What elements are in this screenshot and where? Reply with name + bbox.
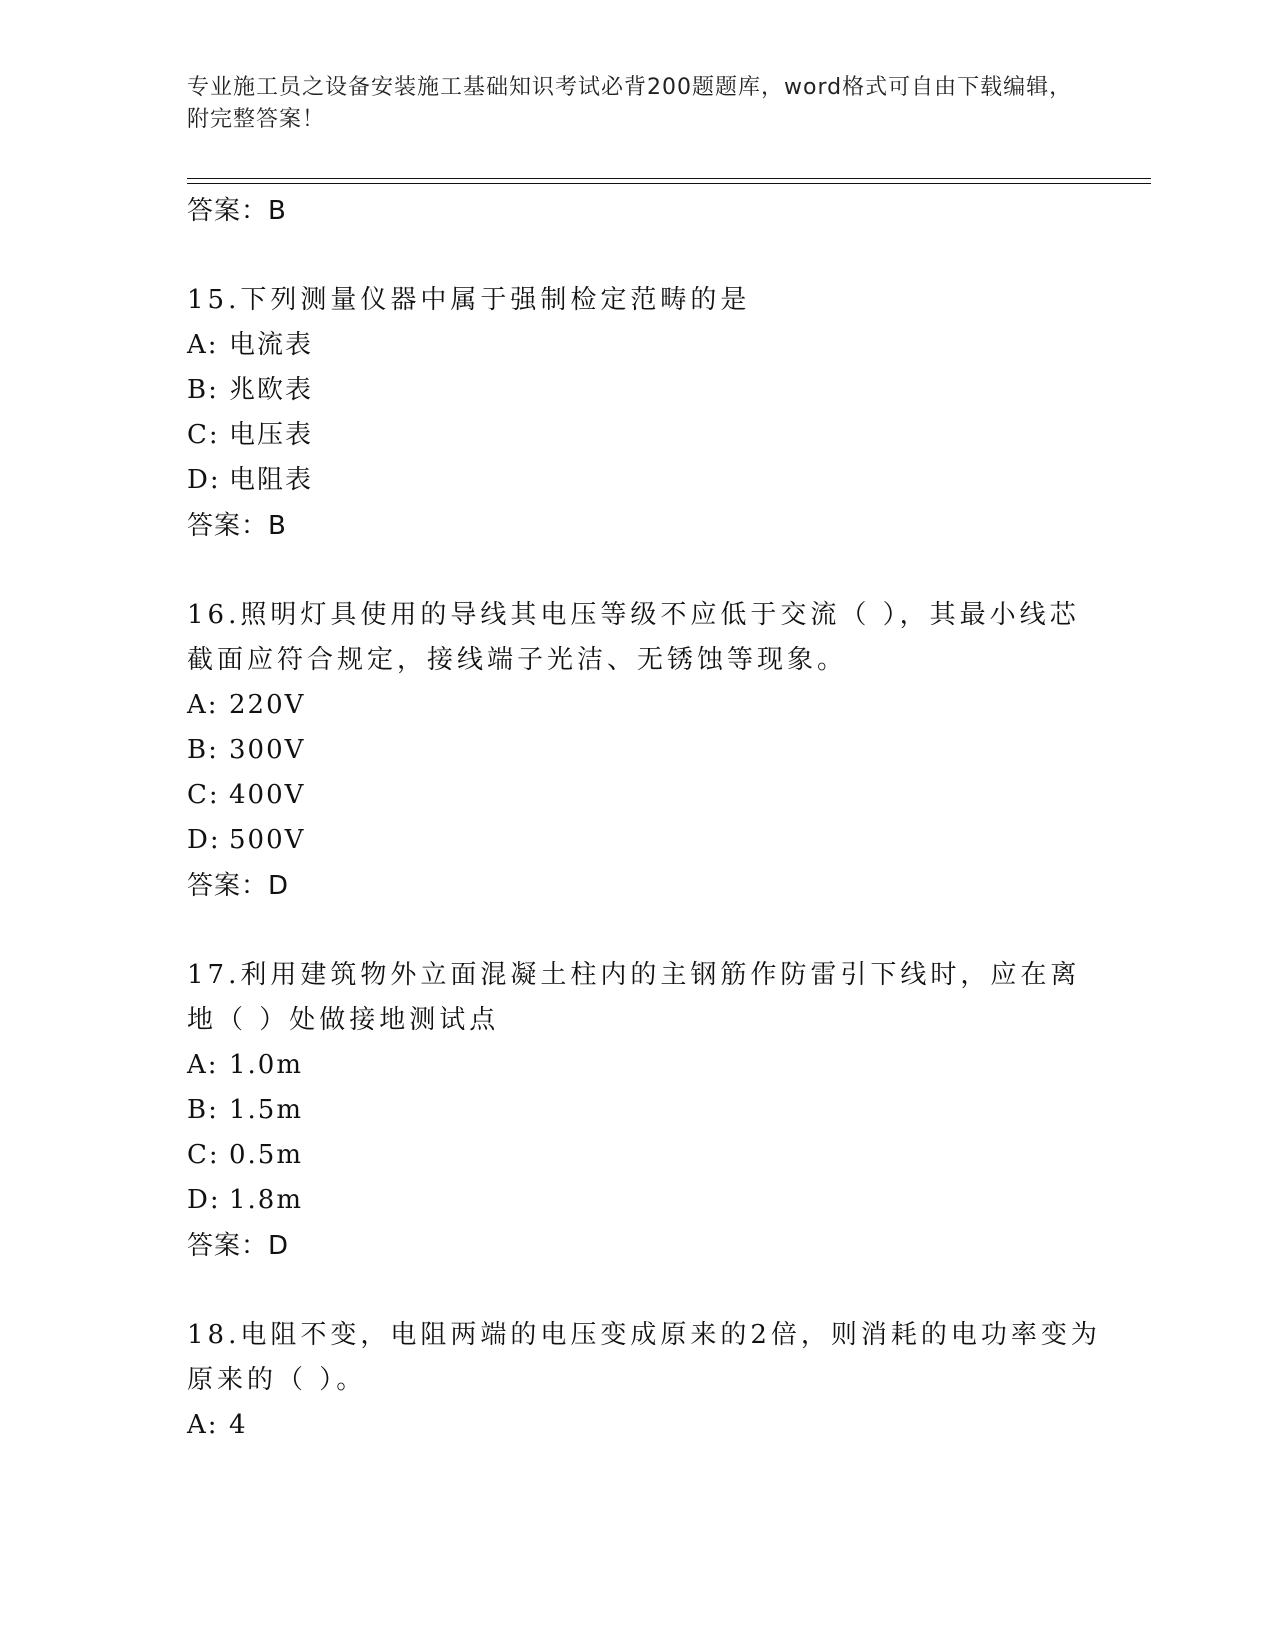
- answer-line: 答案：D: [187, 871, 290, 901]
- option-value: 220V: [229, 690, 306, 720]
- question-text: 15.下列测量仪器中属于强制检定范畴的是: [187, 285, 751, 315]
- option-value: 电阻表: [229, 465, 314, 495]
- option-value: 500V: [229, 825, 306, 855]
- option-key: A:: [187, 330, 219, 360]
- option-key: B:: [187, 375, 219, 405]
- option-key: C:: [187, 1140, 220, 1170]
- option-c: [187, 1133, 1107, 1178]
- option-a: [187, 1403, 1107, 1448]
- option-value: 1.0m: [229, 1050, 304, 1080]
- option-value: 0.5m: [229, 1140, 304, 1170]
- answer-line: 答案：D: [187, 1231, 290, 1261]
- header-rule-bottom: [187, 183, 1151, 184]
- option-value: 1.8m: [229, 1185, 304, 1215]
- option-c: [187, 413, 1107, 458]
- option-b: [187, 368, 1107, 413]
- question-16: [187, 593, 1107, 909]
- option-value: 兆欧表: [229, 375, 314, 405]
- option-value: 电流表: [229, 330, 314, 360]
- option-value: 4: [229, 1410, 248, 1440]
- question-text: 18.电阻不变，电阻两端的电压变成原来的2倍，则消耗的电功率变为原来的（ ）。: [187, 1320, 1101, 1395]
- option-d: [187, 818, 1107, 863]
- option-value: 1.5m: [229, 1095, 304, 1125]
- option-a: [187, 1043, 1107, 1088]
- option-d: [187, 1178, 1107, 1223]
- option-c: [187, 773, 1107, 818]
- question-text: 16.照明灯具使用的导线其电压等级不应低于交流（ ），其最小线芯截面应符合规定，接线端子光洁、无锈蚀等现象。: [187, 600, 1080, 675]
- question-17: [187, 953, 1107, 1269]
- option-b: [187, 1088, 1107, 1133]
- option-d: [187, 458, 1107, 503]
- option-value: 300V: [229, 735, 306, 765]
- option-b: [187, 728, 1107, 773]
- option-value: 400V: [229, 780, 306, 810]
- option-key: C:: [187, 780, 220, 810]
- answer-line: 答案：B: [187, 196, 287, 226]
- option-a: [187, 323, 1107, 368]
- option-key: A:: [187, 690, 219, 720]
- option-key: D:: [187, 465, 221, 495]
- option-key: C:: [187, 420, 220, 450]
- document-header: 专业施工员之设备安装施工基础知识考试必背200题题库，word格式可自由下载编辑，附完整答案！: [187, 75, 1073, 132]
- option-key: A:: [187, 1050, 219, 1080]
- question-list: [187, 188, 1107, 1448]
- header-rule-top: [187, 178, 1151, 179]
- question-18: [187, 1313, 1107, 1448]
- option-value: 电压表: [229, 420, 314, 450]
- option-key: B:: [187, 1095, 219, 1125]
- option-key: B:: [187, 735, 219, 765]
- option-key: D:: [187, 1185, 221, 1215]
- answer-line: 答案：B: [187, 511, 287, 541]
- option-a: [187, 683, 1107, 728]
- question-text: 17.利用建筑物外立面混凝土柱内的主钢筋作防雷引下线时，应在离地（ ）处做接地测试点: [187, 960, 1081, 1035]
- question-15: [187, 278, 1107, 549]
- option-key: A:: [187, 1410, 219, 1440]
- option-key: D:: [187, 825, 221, 855]
